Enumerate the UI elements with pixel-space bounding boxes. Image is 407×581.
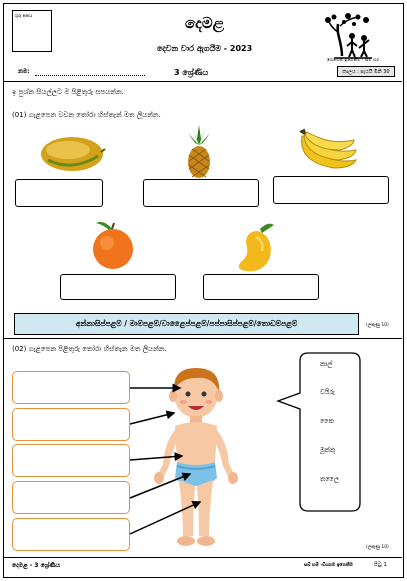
logo-caption: ගෙවෙත් ඉගෙනීම - සම හර [326, 58, 380, 63]
answer-box-mango[interactable] [203, 274, 319, 300]
word-list-bubble [274, 349, 364, 549]
banana-icon [294, 128, 358, 176]
question-1-text: (01) ගැළපෙන වචන තෝරා හිස්තැන් මත ලියන්න. [12, 111, 161, 119]
name-label: නම: [18, 68, 30, 75]
exam-subtitle: දෙවන වාර ඇගයීම - 2023 [156, 44, 253, 53]
body-answer-box-5[interactable] [12, 518, 130, 551]
instruction-text: ඉ පුශ්න සියල්ලට ම පිළිතුරු සපයන්න. [12, 88, 124, 96]
footer-school: සබ් හම් -ඩියගම ඉගෙනීම [304, 563, 353, 568]
index-label: ගුරු අංකය [15, 13, 33, 18]
mango-icon [234, 219, 276, 275]
body-answer-box-1[interactable] [12, 371, 130, 404]
question-1-marks: (ලකුණු 10) [366, 323, 389, 328]
word-3: කෛ [320, 417, 334, 425]
header-divider [4, 81, 402, 82]
answer-box-papaya[interactable] [15, 179, 103, 207]
word-2: වයිරු [320, 388, 335, 396]
answer-box-banana[interactable] [273, 176, 389, 204]
orange-icon [88, 219, 138, 271]
grade-label: 3 ශ්‍රේණිය [174, 68, 209, 77]
section-divider [4, 338, 402, 339]
answer-box-pineapple[interactable] [143, 179, 259, 207]
body-answer-box-2[interactable] [12, 408, 130, 441]
name-field[interactable] [35, 68, 145, 76]
word-4: මූක්කු [320, 446, 336, 454]
footer-subject: දෙමළ - 3 ශ්‍රේණිය [12, 562, 61, 569]
word-bank: අන්නාසිප්පළම් / මාම්පළම්/වාළෛප්පළම්/පප්පාසිප්පළම්/තොඩම්පළම් [14, 313, 359, 335]
body-answer-box-4[interactable] [12, 481, 130, 514]
time-allowed: කාලය : පැයයි මිනි 30 [337, 66, 395, 77]
word-1: කාල් [320, 360, 333, 368]
worksheet-page [3, 3, 404, 578]
question-2-text: (02) ගැළපෙන පිළිතුරු තෝරා හිස්තැන මත ලියන්න. [12, 345, 167, 353]
page-number: පිටු 1 [374, 562, 387, 568]
pineapple-icon [184, 125, 214, 179]
body-answer-box-3[interactable] [12, 444, 130, 477]
papaya-icon [38, 132, 106, 174]
footer-divider [4, 557, 402, 558]
child-body-illustration [149, 364, 244, 554]
word-5: තලෛ [320, 475, 339, 483]
answer-box-orange[interactable] [60, 274, 176, 300]
question-2-marks: (ලකුණු 10) [366, 545, 389, 550]
page-title: දෙමළ [184, 14, 225, 32]
